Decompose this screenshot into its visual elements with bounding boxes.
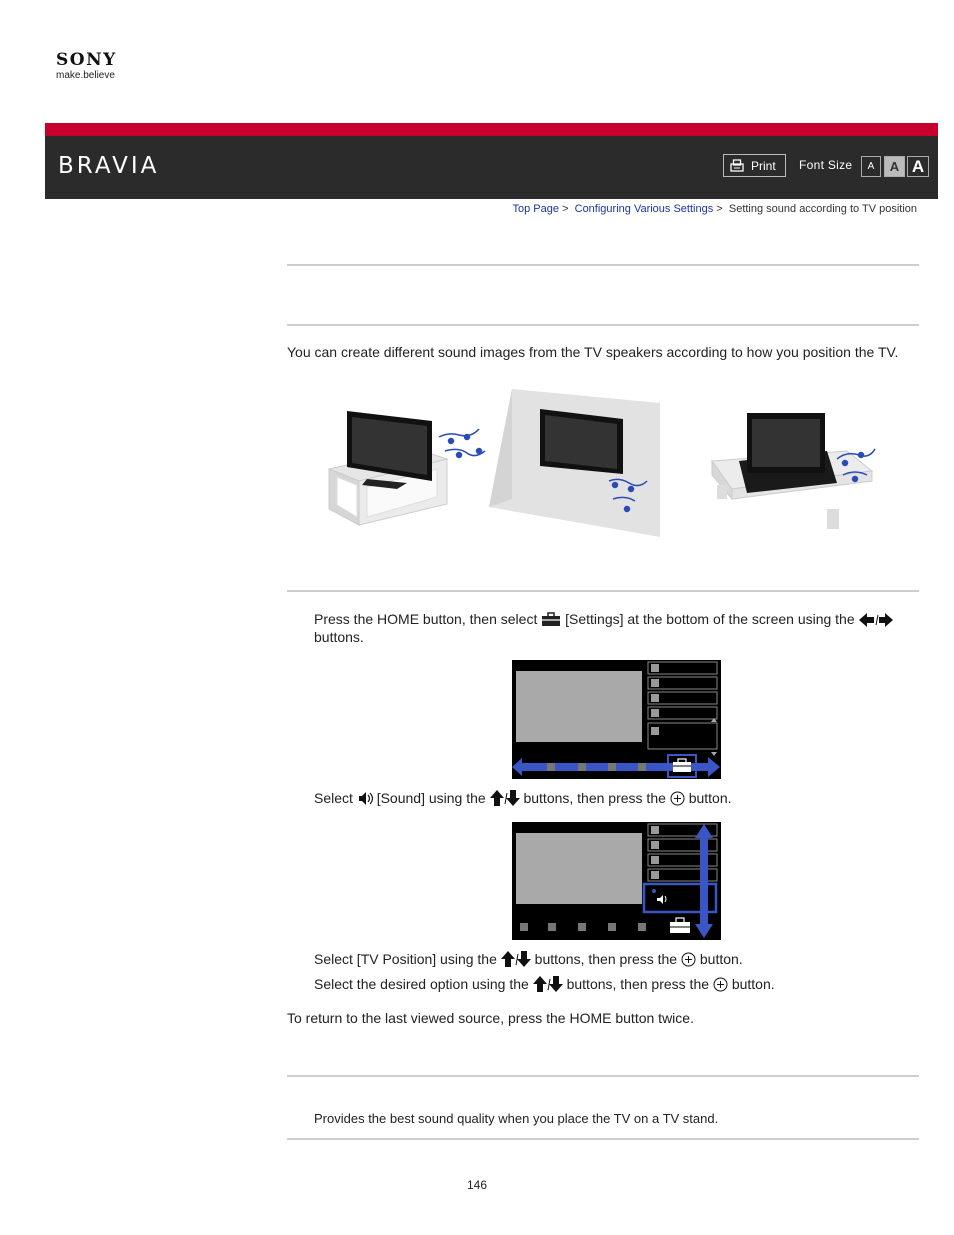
sound-menu-screen — [512, 822, 721, 940]
tv-position-illustration — [327, 389, 889, 539]
step-4 — [314, 975, 775, 993]
up-down-arrow-icon — [533, 976, 563, 992]
music-notes-icon — [439, 429, 485, 458]
return-note: To return to the last viewed source, press the HOME button twice. — [287, 1010, 694, 1026]
step-4-text: Select the desired option using the — [314, 976, 529, 992]
sony-wordmark: SONY — [56, 50, 117, 70]
step-2-text: buttons, then press the — [523, 790, 666, 806]
divider — [287, 590, 919, 592]
settings-menu-screen — [512, 660, 721, 779]
step-4-text: button. — [731, 976, 775, 992]
step-3-text: buttons, then press the — [534, 951, 678, 967]
breadcrumb — [513, 203, 917, 215]
speaker-icon — [357, 791, 373, 806]
font-size-medium-button[interactable]: A — [884, 156, 905, 177]
header-accent-bar — [45, 123, 938, 136]
tv-on-table-illustration — [712, 413, 872, 529]
step-2-text: [Sound] using the — [376, 790, 486, 806]
sony-logo — [56, 52, 117, 81]
font-size-label: Font Size — [799, 158, 853, 172]
step-1-text: Press the HOME button, then select — [314, 611, 538, 627]
enter-circle-icon — [713, 977, 728, 992]
left-right-arrow-icon — [859, 612, 893, 627]
enter-circle-icon — [670, 791, 685, 806]
sony-tagline: make.believe — [56, 70, 115, 81]
printer-icon — [729, 158, 745, 174]
step-3 — [314, 950, 743, 968]
step-2 — [314, 789, 732, 807]
step-4-text: buttons, then press the — [566, 976, 710, 992]
intro-text: You can create different sound images from the TV speakers according to how you position the TV. — [287, 344, 899, 360]
step-1 — [314, 610, 919, 646]
divider — [287, 1075, 919, 1077]
font-size-large-button[interactable]: A — [907, 156, 929, 177]
step-3-text: button. — [699, 951, 743, 967]
breadcrumb-separator: > — [562, 203, 569, 215]
tv-on-wall-illustration — [489, 389, 660, 537]
step-3-text: Select [TV Position] using the — [314, 951, 497, 967]
print-button[interactable] — [723, 154, 786, 177]
up-down-arrow-icon — [490, 790, 520, 806]
divider — [287, 324, 919, 326]
breadcrumb-top-page[interactable]: Top Page — [512, 203, 559, 215]
page-number: 146 — [467, 1178, 488, 1192]
step-1-text: buttons. — [314, 629, 364, 645]
toolbox-icon — [541, 612, 561, 627]
font-size-small-button[interactable]: A — [861, 156, 881, 177]
up-down-arrow-icon — [501, 951, 531, 967]
divider — [287, 264, 919, 266]
step-1-text: [Settings] at the bottom of the screen using the — [565, 611, 855, 627]
bravia-title: BRAVIA — [58, 153, 160, 179]
step-2-text: Select — [314, 790, 353, 806]
breadcrumb-separator: > — [716, 203, 723, 215]
enter-circle-icon — [681, 952, 696, 967]
tv-on-stand-illustration — [329, 411, 447, 525]
option-description: Provides the best sound quality when you place the TV on a TV stand. — [314, 1111, 719, 1126]
print-label: Print — [751, 158, 776, 173]
step-2-text: button. — [688, 790, 732, 806]
breadcrumb-configuring-settings[interactable]: Configuring Various Settings — [574, 203, 714, 215]
breadcrumb-current: Setting sound according to TV position — [728, 203, 917, 215]
divider — [287, 1138, 919, 1140]
header-bar — [45, 136, 938, 199]
